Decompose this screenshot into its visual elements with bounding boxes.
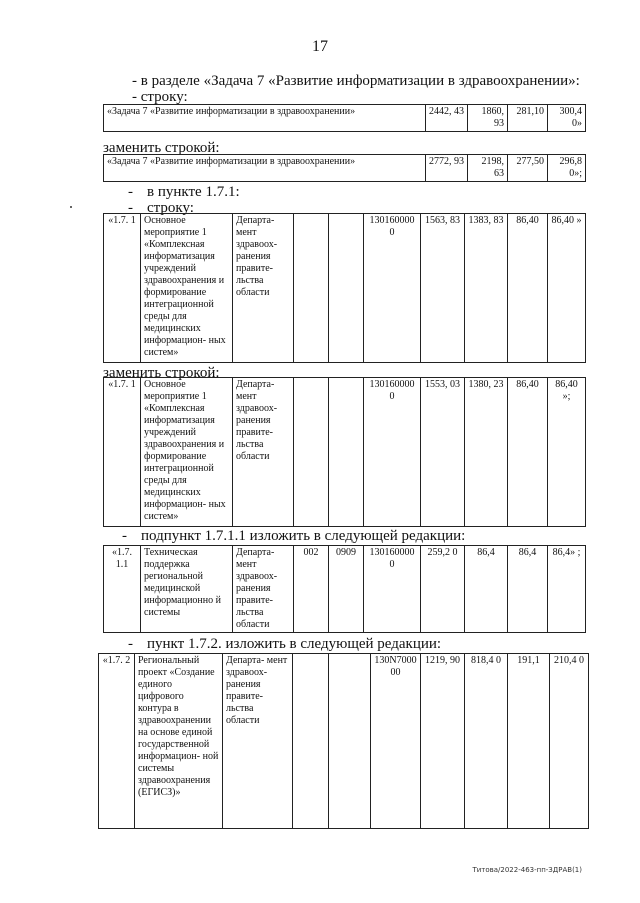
instruction-point: пункт 1.7.2. изложить в следующей редакции: <box>147 636 442 652</box>
item-name: Основное мероприятие 1 «Комплексная информатизация учреждений здравоохранения и формирование интеграционной среды для медицинских информацион- ных систем» <box>141 378 233 527</box>
replace-label: заменить строкой: <box>103 365 220 381</box>
value-year3: 86,40 » <box>548 214 586 363</box>
instruction-subpoint: подпункт 1.7.1.1 изложить в следующей редакции: <box>141 528 466 544</box>
item-department: Департа- мент здравоох- ранения правите- льства области <box>233 214 294 363</box>
item-department: Департа- мент здравоох- ранения правите- льства области <box>223 654 293 829</box>
item-code-1 <box>294 214 329 363</box>
item-code-1 <box>293 654 329 829</box>
value-year2: 86,40 <box>508 378 548 527</box>
item-number: «1.7. 2 <box>99 654 135 829</box>
item-department: Департа- мент здравоох- ранения правите- льства области <box>233 546 294 633</box>
value-year2: 191,1 <box>508 654 550 829</box>
item-code-2 <box>329 378 364 527</box>
value-total: 1219, 90 <box>421 654 465 829</box>
item-name: Техническая поддержка региональной медицинской информационно й системы <box>141 546 233 633</box>
value-total: 1563, 83 <box>421 214 465 363</box>
value-year1: 1860, 93 <box>468 105 508 132</box>
document-footer: Титова/2022-463-пп-ЗДРАВ(1) <box>472 866 582 874</box>
value-year3: 300,4 0» <box>548 105 586 132</box>
item-name: Основное мероприятие 1 «Комплексная информатизация учреждений здравоохранения и формирование интеграционной среды для медицинских информацион- ных систем» <box>141 214 233 363</box>
value-year2: 281,10 <box>508 105 548 132</box>
value-year3: 210,4 0 <box>550 654 589 829</box>
item-number: «1.7. 1 <box>104 214 141 363</box>
value-year2: 86,40 <box>508 214 548 363</box>
value-year1: 1383, 83 <box>465 214 508 363</box>
item-code-1: 002 <box>294 546 329 633</box>
value-year1: 86,4 <box>465 546 508 633</box>
value-year2: 277,50 <box>508 155 548 182</box>
dash-marker: - <box>128 636 133 652</box>
task-name: «Задача 7 «Развитие информатизации в здравоохранении» <box>104 105 426 132</box>
item-department: Департа- мент здравоох- ранения правите- льства области <box>233 378 294 527</box>
task-name: «Задача 7 «Развитие информатизации в здравоохранении» <box>104 155 426 182</box>
value-total: 2442, 43 <box>426 105 468 132</box>
task7-new-row <box>103 154 586 182</box>
task7-old-row <box>103 104 586 132</box>
item-code-2 <box>329 654 371 829</box>
dash-marker: - <box>128 184 133 200</box>
instruction-section: - в разделе «Задача 7 «Развитие информатизации в здравоохранении»: <box>132 73 580 89</box>
item-number: «1.7. 1.1 <box>104 546 141 633</box>
instruction-point: в пункте 1.7.1: <box>147 184 240 200</box>
item-target-code: 130160000 0 <box>364 214 421 363</box>
page-number: 17 <box>312 38 328 55</box>
value-year3: 86,40 »; <box>548 378 586 527</box>
item-target-code: 130N7000 00 <box>371 654 421 829</box>
item-1-7-1-old-row <box>103 213 586 363</box>
item-target-code: 130160000 0 <box>364 546 421 633</box>
scan-speck <box>70 206 72 208</box>
value-total: 259,2 0 <box>421 546 465 633</box>
dash-marker: - <box>128 200 133 216</box>
item-code-2: 0909 <box>329 546 364 633</box>
value-total: 2772, 93 <box>426 155 468 182</box>
value-year3: 86,4» ; <box>548 546 586 633</box>
dash-marker: - <box>122 528 127 544</box>
item-code-2 <box>329 214 364 363</box>
item-1-7-1-new-row <box>103 377 586 527</box>
item-1-7-1-1-row <box>103 545 586 633</box>
item-1-7-2-row <box>98 653 589 829</box>
item-code-1 <box>294 378 329 527</box>
item-target-code: 130160000 0 <box>364 378 421 527</box>
item-number: «1.7. 1 <box>104 378 141 527</box>
value-year1: 1380, 23 <box>465 378 508 527</box>
value-year2: 86,4 <box>508 546 548 633</box>
value-total: 1553, 03 <box>421 378 465 527</box>
value-year3: 296,8 0»; <box>548 155 586 182</box>
replace-label: заменить строкой: <box>103 140 220 156</box>
item-name: Региональный проект «Создание единого цифрового контура в здравоохранении на основе единой государственной информацион- ной системы здравоохранения (ЕГИСЗ)» <box>135 654 223 829</box>
instruction-row: - строку: <box>132 89 188 105</box>
value-year1: 2198, 63 <box>468 155 508 182</box>
value-year1: 818,4 0 <box>465 654 508 829</box>
instruction-row: строку: <box>147 200 194 216</box>
